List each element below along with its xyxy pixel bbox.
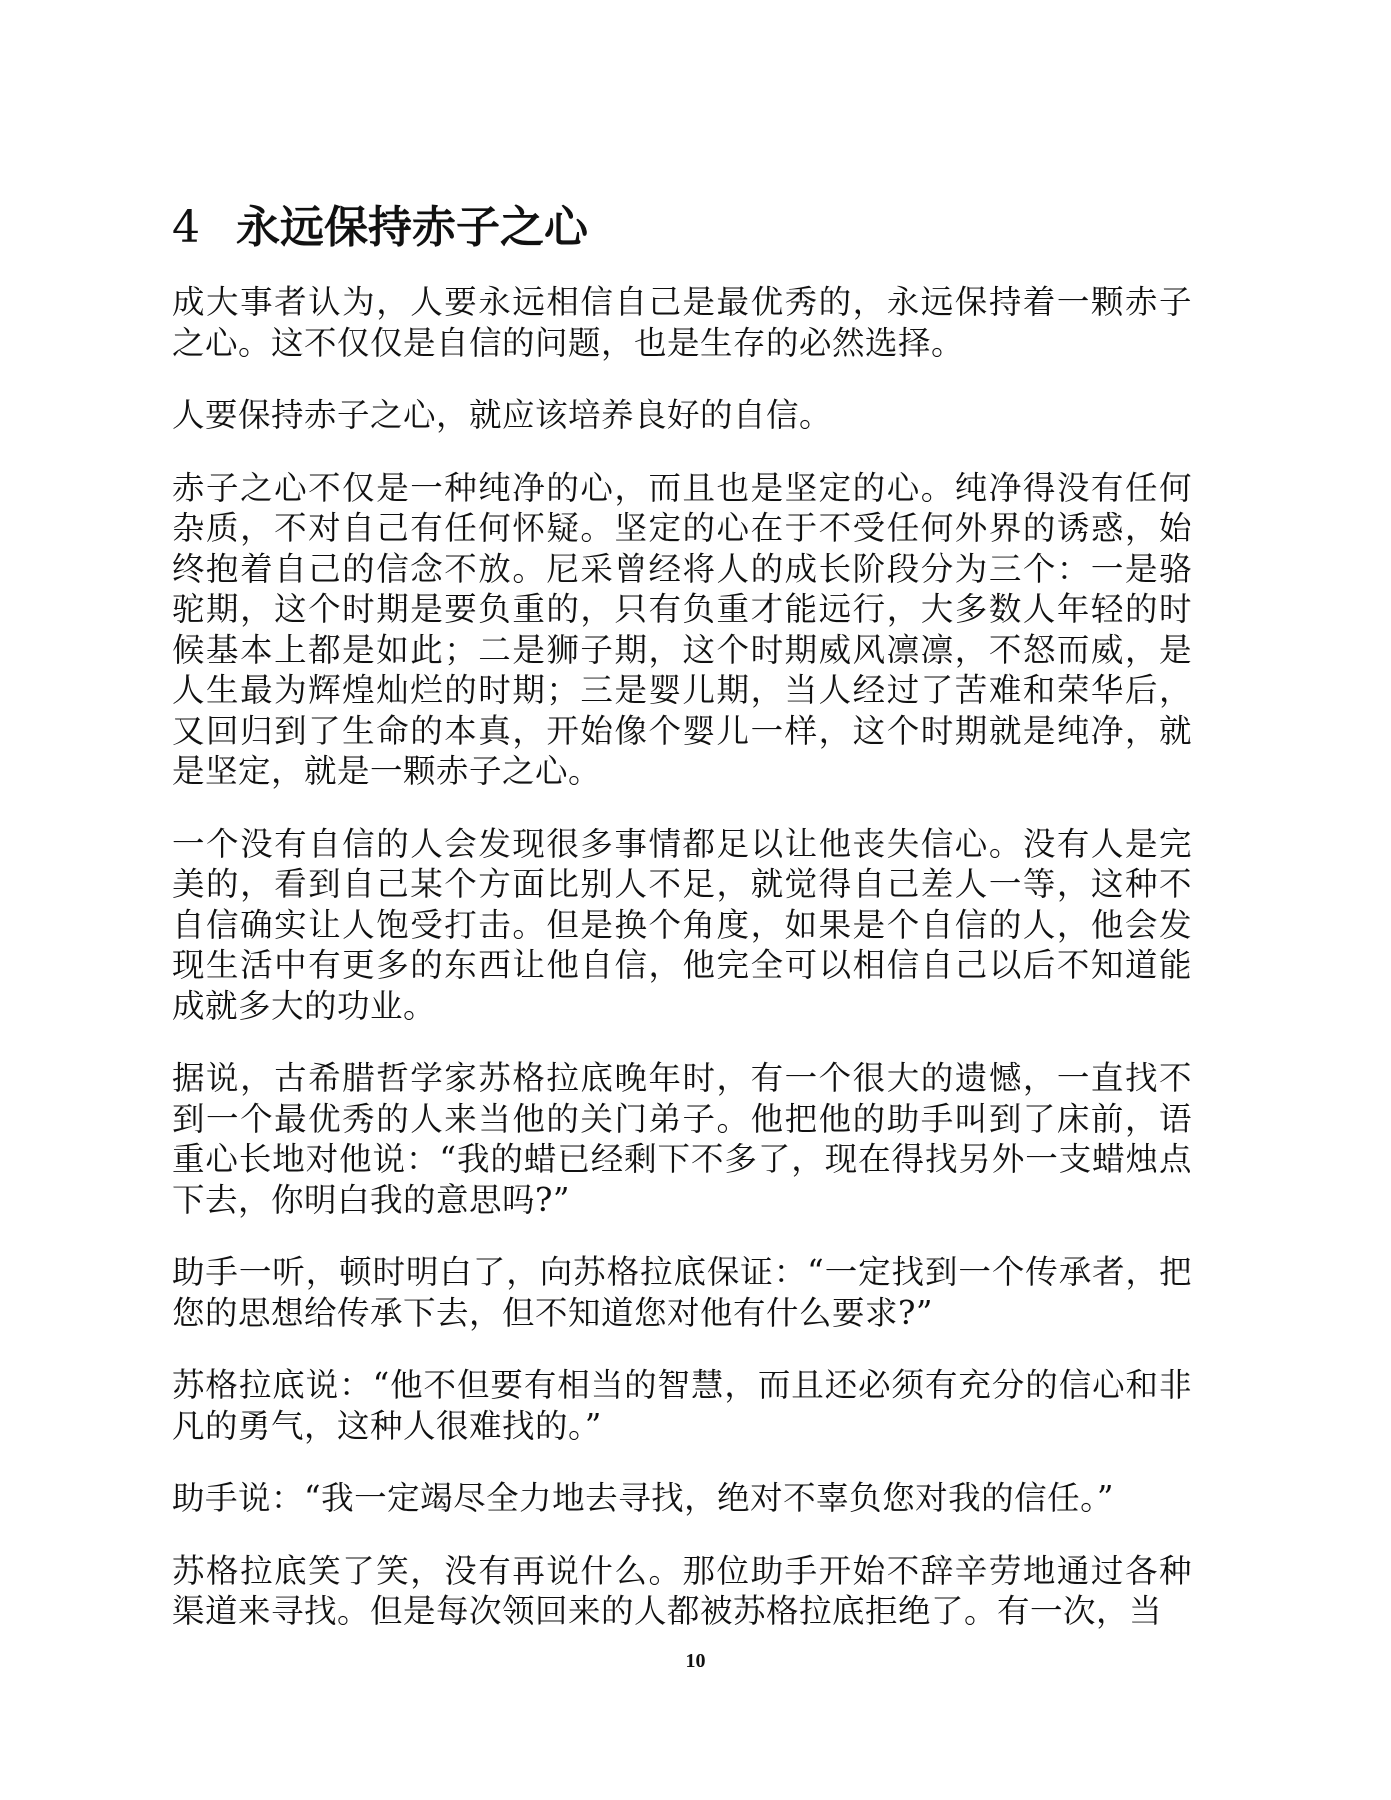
paragraph: 助手一听，顿时明白了，向苏格拉底保证：“一定找到一个传承者，把您的思想给传承下去，但不知道您对他有什么要求?” [172, 1253, 1192, 1332]
paragraph: 苏格拉底笑了笑，没有再说什么。那位助手开始不辞辛劳地通过各种渠道来寻找。但是每次领回来的人都被苏格拉底拒绝了。有一次，当 [172, 1551, 1192, 1630]
paragraph: 一个没有自信的人会发现很多事情都足以让他丧失信心。没有人是完美的，看到自己某个方面比别人不足，就觉得自己差人一等，这种不自信确实让人饱受打击。但是换个角度，如果是个自信的人，他会发现生活中有更多的东西让他自信，他完全可以相信自己以后不知道能成就多大的功业。 [172, 824, 1192, 1025]
body-text [172, 282, 1192, 1664]
paragraph: 苏格拉底说：“他不但要有相当的智慧，而且还必须有充分的信心和非凡的勇气，这种人很难找的。” [172, 1366, 1192, 1445]
chapter-number: 4 [172, 202, 200, 253]
paragraph: 人要保持赤子之心，就应该培养良好的自信。 [172, 396, 833, 434]
chapter-title: 永远保持赤子之心 [236, 202, 588, 253]
paragraph: 赤子之心不仅是一种纯净的心，而且也是坚定的心。纯净得没有任何杂质，不对自己有任何怀疑。坚定的心在于不受任何外界的诱惑，始终抱着自己的信念不放。尼采曾经将人的成长阶段分为三个：一是骆驼期，这个时期是要负重的，只有负重才能远行，大多数人年轻的时候基本上都是如此；二是狮子期，这个时期威风凛凛，不怒而威，是人生最为辉煌灿烂的时期；三是婴儿期，当人经过了苦难和荣华后，又回归到了生命的本真，开始像个婴儿一样，这个时期就是纯净，就是坚定，就是一颗赤子之心。 [172, 468, 1192, 790]
paragraph: 助手说：“我一定竭尽全力地去寻找，绝对不辜负您对我的信任。” [172, 1479, 1114, 1517]
page-number: 10 [685, 1650, 706, 1672]
chapter-heading [172, 200, 588, 256]
paragraph: 成大事者认为，人要永远相信自己是最优秀的，永远保持着一颗赤子之心。这不仅仅是自信的问题，也是生存的必然选择。 [172, 283, 1192, 362]
paragraph: 据说，古希腊哲学家苏格拉底晚年时，有一个很大的遗憾，一直找不到一个最优秀的人来当他的关门弟子。他把他的助手叫到了床前，语重心长地对他说：“我的蜡已经剩下不多了，现在得找另外一支蜡烛点下去，你明白我的意思吗?” [172, 1059, 1192, 1219]
